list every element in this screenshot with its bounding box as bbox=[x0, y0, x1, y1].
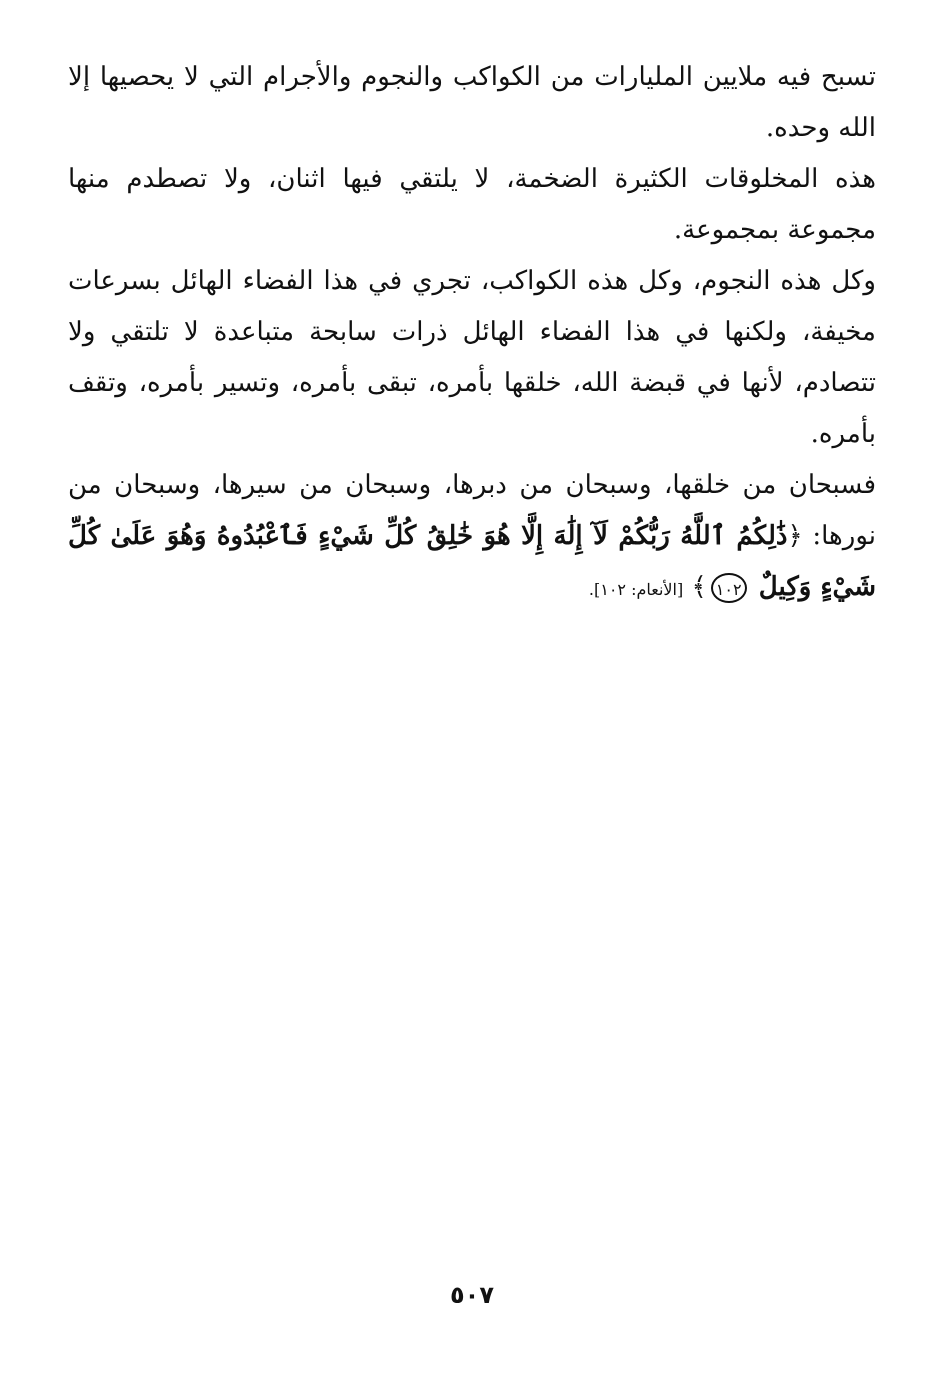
paragraph-3: وكل هذه النجوم، وكل هذه الكواكب، تجري في هذا الفضاء الهائل بسرعات مخيفة، ولكنها في هذا الفضاء الهائل ذرات سابحة متباعدة لا تلتقي ولا تتصادم، لأنها في قبضة الله، خلقها بأمره، تبقى بأمره، وتسير بأمره، وتقف بأمره. bbox=[68, 266, 876, 449]
paragraph-2: هذه المخلوقات الكثيرة الضخمة، لا يلتقي فيها اثنان، ولا تصطدم منها مجموعة بمجموعة. bbox=[68, 164, 876, 245]
verse-close-bracket: ﴾ bbox=[691, 572, 707, 602]
verse-citation: [الأنعام: ١٠٢]. bbox=[588, 580, 684, 599]
ayah-number-marker: ١٠٢ bbox=[711, 573, 747, 603]
page-body bbox=[68, 52, 876, 615]
paragraph-4 bbox=[68, 460, 876, 615]
verse-open-bracket: ﴿ bbox=[787, 521, 803, 551]
paragraph-1: تسبح فيه ملايين المليارات من الكواكب والنجوم والأجرام التي لا يحصيها إلا الله وحده. bbox=[68, 62, 876, 143]
paragraph-4-intro: فسبحان من خلقها، وسبحان من دبرها، وسبحان من سيرها، وسبحان من نورها: bbox=[68, 470, 876, 551]
quran-verse: ذَٰلِكُمُ ٱللَّهُ رَبُّكُمْ لَآ إِلَٰهَ إِلَّا هُوَ خَٰلِقُ كُلِّ شَيْءٍ فَٱعْبُدُوهُ وَهُوَ عَلَىٰ كُلِّ شَيْءٍ وَكِيلٌ bbox=[68, 521, 876, 602]
page-number: ٥٠٧ bbox=[450, 1281, 494, 1309]
